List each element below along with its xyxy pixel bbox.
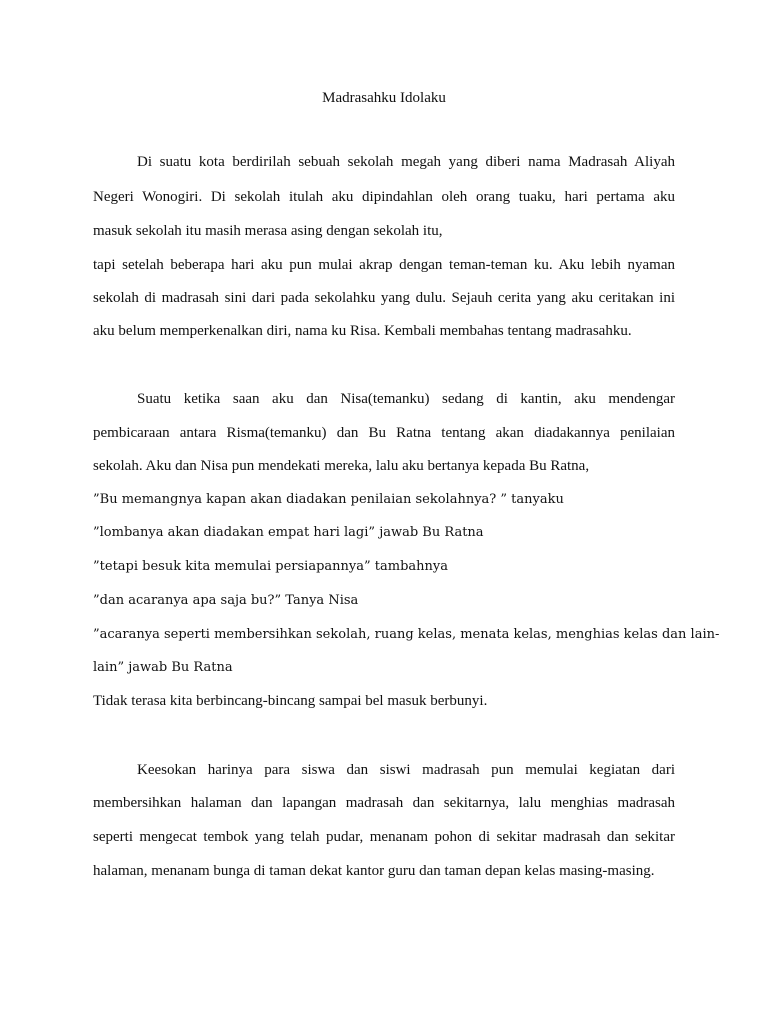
dialogue-line: ”lombanya akan diadakan empat hari lagi” jawab Bu Ratna [93, 525, 484, 540]
paragraph-line: tapi setelah beberapa hari aku pun mulai akrap dengan teman-teman ku. Aku lebih nyaman [93, 257, 675, 273]
paragraph-line: Tidak terasa kita berbincang-bincang sampai bel masuk berbunyi. [93, 693, 488, 709]
paragraph-line: sekolah. Aku dan Nisa pun mendekati mereka, lalu aku bertanya kepada Bu Ratna, [93, 458, 590, 474]
paragraph-line: Negeri Wonogiri. Di sekolah itulah aku dipindahlan oleh orang tuaku, hari pertama aku [93, 189, 675, 205]
paragraph-line: aku belum memperkenalkan diri, nama ku Risa. Kembali membahas tentang madrasahku. [93, 323, 632, 339]
dialogue-line: ”dan acaranya apa saja bu?” Tanya Nisa [93, 593, 359, 608]
paragraph-line: pembicaraan antara Risma(temanku) dan Bu Ratna tentang akan diadakannya penilaian [93, 425, 675, 441]
paragraph-line: Di suatu kota berdirilah sebuah sekolah megah yang diberi nama Madrasah Aliyah [137, 154, 675, 170]
paragraph-line: seperti mengecat tembok yang telah pudar, menanam pohon di sekitar madrasah dan sekitar [93, 829, 675, 845]
dialogue-line: ”Bu memangnya kapan akan diadakan penilaian sekolahnya? ” tanyaku [93, 492, 564, 507]
document-title: Madrasahku Idolaku [322, 90, 446, 106]
paragraph-line: membersihkan halaman dan lapangan madrasah dan sekitarnya, lalu menghias madrasah [93, 795, 675, 811]
paragraph-line: masuk sekolah itu masih merasa asing dengan sekolah itu, [93, 223, 443, 239]
dialogue-line: ”tetapi besuk kita memulai persiapannya” tambahnya [93, 559, 448, 574]
paragraph-line: sekolah di madrasah sini dari pada sekolahku yang dulu. Sejauh cerita yang aku ceritakan ini [93, 290, 675, 306]
paragraph-line: Suatu ketika saan aku dan Nisa(temanku) sedang di kantin, aku mendengar [137, 391, 675, 407]
paragraph-line: Keesokan harinya para siswa dan siswi madrasah pun memulai kegiatan dari [137, 762, 675, 778]
dialogue-line: lain” jawab Bu Ratna [93, 660, 233, 675]
paragraph-line: halaman, menanam bunga di taman dekat kantor guru dan taman depan kelas masing-masing. [93, 863, 655, 879]
dialogue-line: ”acaranya seperti membersihkan sekolah, ruang kelas, menata kelas, menghias kelas dan lain- [93, 627, 720, 642]
